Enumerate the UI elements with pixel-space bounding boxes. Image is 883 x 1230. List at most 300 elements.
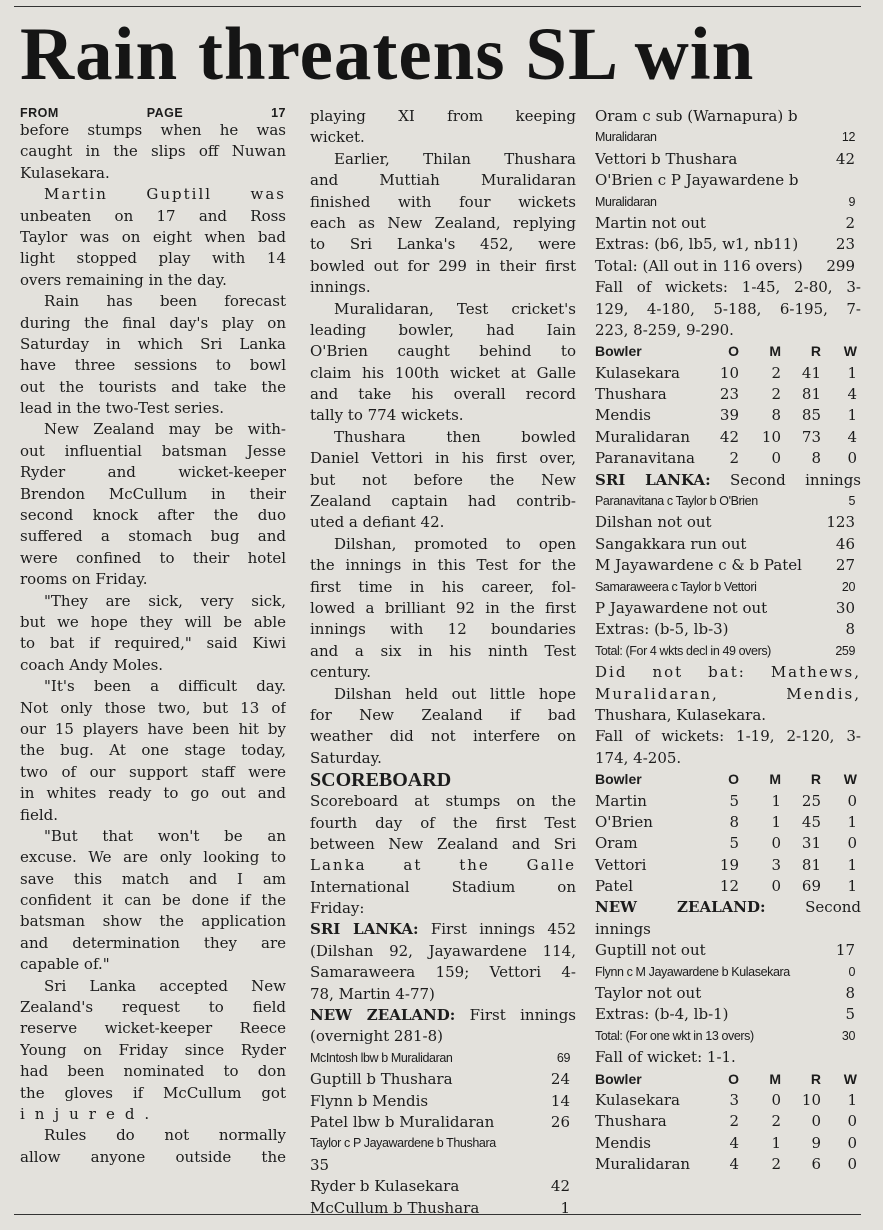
article-line: the gloves if McCullum got — [20, 1083, 286, 1102]
article-line: Dilshan held out little hope — [334, 684, 576, 703]
article-line: rooms on Friday. — [20, 570, 148, 589]
figure-cell: 8 — [729, 812, 739, 831]
article-line: "It's been a difficult day. — [44, 677, 286, 696]
bowling-row — [595, 1133, 861, 1154]
figure-cell: 1 — [771, 791, 781, 810]
article-line: uted a defiant 42. — [310, 513, 445, 532]
article-line: Taylor was on eight when bad — [20, 227, 286, 246]
article-line: were confined to their hotel — [20, 548, 286, 567]
article-line: each as New Zealand, replying — [310, 213, 576, 232]
article-line: tally to 774 wickets. — [310, 406, 464, 425]
figure-cell: R — [810, 1070, 821, 1087]
entry-text: P Jayawardene not out — [595, 598, 768, 617]
entry-text: O'Brien c P Jayawardene b — [595, 171, 799, 190]
batting-row — [595, 170, 861, 191]
entry-text: Oram c sub (Warnapura) b — [595, 107, 798, 125]
nz-first-innings-note: (overnight 281-8) — [310, 1027, 444, 1046]
entry-text: Taylor c P Jayawardene b Thushara — [310, 1136, 496, 1151]
from-page-label: FROM PAGE 17 — [20, 106, 286, 120]
article-line: Sri Lanka accepted New — [44, 976, 286, 995]
scoreboard-heading: SCOREBOARD — [310, 769, 452, 792]
nz-first-innings-line: NEW ZEALAND: First innings — [310, 1006, 576, 1025]
entry-text: Martin not out — [595, 213, 706, 232]
bowling-header-row — [595, 1069, 861, 1090]
article-line: first time in his career, fol- — [310, 577, 576, 596]
figure-cell: 2 — [771, 1112, 781, 1131]
sl-first-innings-line: SRI LANKA: First innings 452 — [310, 920, 576, 939]
article-line: the bug. At one stage today, — [20, 741, 286, 760]
bowler-cell: Vettori — [595, 855, 647, 874]
batting-row — [595, 192, 861, 213]
batting-row — [595, 127, 861, 148]
batting-row — [310, 1069, 576, 1090]
figure-cell: 12 — [719, 877, 739, 896]
batting-row — [595, 534, 861, 555]
batting-row — [595, 106, 861, 127]
did-not-bat-line: Thushara, Kulasekara. — [595, 705, 767, 724]
figure-cell: 1 — [847, 406, 857, 425]
figure-cell: 5 — [729, 791, 739, 810]
figure-cell: 1 — [847, 877, 857, 896]
article-line: coach Andy Moles. — [20, 655, 164, 674]
batting-row — [595, 940, 861, 961]
bowler-cell: Oram — [595, 834, 638, 853]
article-line: suffered a stomach bug and — [20, 527, 286, 546]
batting-row — [595, 491, 861, 512]
entry-value: 14 — [550, 1091, 570, 1110]
entry-value: 17 — [835, 941, 855, 960]
team-label: SRI LANKA: — [595, 470, 711, 489]
entry-value: 0 — [848, 964, 855, 979]
bowler-cell: Bowler — [595, 343, 642, 360]
sl-first-innings-detail: Samaraweera 159; Vettori 4- — [310, 963, 576, 982]
figure-cell: 8 — [811, 449, 821, 468]
article-line: century. — [310, 663, 372, 682]
entry-text: Muralidaran — [595, 194, 657, 209]
figure-cell: 73 — [801, 427, 821, 446]
figure-cell: 1 — [847, 1090, 857, 1109]
bowler-cell: Muralidaran — [595, 1155, 691, 1174]
figure-cell: 0 — [771, 877, 781, 896]
article-line: Thushara then bowled — [334, 427, 576, 446]
entry-value: 23 — [835, 235, 855, 254]
article-line: second knock after the duo — [20, 506, 286, 525]
figure-cell: 0 — [771, 834, 781, 853]
figure-cell: 10 — [719, 363, 739, 382]
bowler-cell: Bowler — [595, 771, 642, 788]
bowler-cell: Kulasekara — [595, 1090, 680, 1109]
figure-cell: 31 — [801, 834, 821, 853]
article-line: "But that won't be an — [44, 826, 286, 845]
figure-cell: 1 — [847, 363, 857, 382]
article-line: to Sri Lanka's 452, were — [310, 235, 576, 254]
batting-row — [595, 619, 861, 640]
batting-row — [595, 577, 861, 598]
article-line: Dilshan, promoted to open — [334, 534, 576, 553]
batting-row — [595, 555, 861, 576]
entry-value: 1 — [560, 1198, 570, 1217]
article-line: Young on Friday since Ryder — [20, 1040, 286, 1059]
figure-cell: 81 — [801, 385, 821, 404]
entry-value: 5 — [848, 494, 855, 509]
scoreboard-intro-line: International Stadium on — [310, 877, 576, 896]
article-line: Zealand captain had contrib- — [310, 492, 576, 511]
sl-first-innings-detail: 78, Martin 4-77) — [310, 984, 435, 1003]
article-line: O'Brien caught behind to — [310, 342, 576, 361]
figure-cell: 4 — [847, 427, 857, 446]
figure-cell: O — [728, 1070, 739, 1087]
entry-text: McCullum b Thushara — [310, 1198, 480, 1217]
batting-row — [595, 256, 861, 277]
figure-cell: 81 — [801, 855, 821, 874]
article-line: capable of." — [20, 955, 110, 974]
article-line: Rules do not normally — [44, 1126, 286, 1145]
batting-row — [595, 213, 861, 234]
entry-value: 259 — [835, 643, 855, 658]
bowling-row — [595, 405, 861, 426]
article-line: injured. — [20, 1104, 160, 1123]
figure-cell: 1 — [771, 812, 781, 831]
article-line: have three sessions to bowl — [20, 356, 286, 375]
entry-value: 9 — [848, 194, 855, 209]
scoreboard-intro-line: Scoreboard at stumps on the — [310, 792, 576, 811]
figure-cell: 45 — [801, 812, 821, 831]
entry-text: Extras: (b-5, lb-3) — [595, 620, 729, 639]
entry-value: 299 — [826, 256, 855, 275]
batting-row — [595, 1026, 861, 1047]
article-line: light stopped play with 14 — [20, 249, 286, 268]
article-line: overs remaining in the day. — [20, 270, 227, 289]
bowler-cell: Thushara — [595, 1112, 667, 1131]
figure-cell: M — [769, 343, 781, 360]
figure-cell: 2 — [771, 1155, 781, 1174]
bowling-row — [595, 1090, 861, 1111]
article-line: "They are sick, very sick, — [44, 591, 286, 610]
figure-cell: 2 — [771, 363, 781, 382]
figure-cell: M — [769, 771, 781, 788]
entry-value: 26 — [550, 1112, 570, 1131]
article-line: and take his overall record — [310, 385, 576, 404]
article-line: had been nominated to don — [20, 1062, 286, 1081]
bowler-cell: Patel — [595, 877, 634, 896]
fall-of-wickets-line: 223, 8-259, 9-290. — [595, 320, 734, 339]
entry-text: Muralidaran — [595, 130, 657, 145]
batting-row — [595, 641, 861, 662]
entry-text: Sangakkara run out — [595, 534, 747, 553]
entry-text: Flynn b Mendis — [310, 1091, 429, 1110]
entry-value: 12 — [841, 130, 855, 145]
article-line: Not only those two, but 13 of — [20, 698, 286, 717]
entry-value: 46 — [835, 534, 855, 553]
bowler-cell: Muralidaran — [595, 427, 691, 446]
scoreboard-column — [595, 106, 861, 1176]
bowling-row — [595, 1154, 861, 1175]
figure-cell: 0 — [847, 449, 857, 468]
entry-text: Vettori b Thushara — [595, 149, 738, 168]
entry-text: Guptill b Thushara — [310, 1070, 453, 1089]
article-line: finished with four wickets — [310, 192, 576, 211]
sl-first-innings-detail: (Dilshan 92, Jayawardene 114, — [310, 941, 576, 960]
entry-text: Patel lbw b Muralidaran — [310, 1112, 495, 1131]
article-line: for New Zealand if bad — [310, 705, 576, 724]
figure-cell: M — [769, 1070, 781, 1087]
article-line: and determination they are — [20, 933, 286, 952]
bowling-row — [595, 791, 861, 812]
figure-cell: 0 — [771, 1090, 781, 1109]
entry-value: 30 — [841, 1028, 855, 1043]
article-line: save this match and I am — [20, 869, 286, 888]
article-line: claim his 100th wicket at Galle — [310, 363, 576, 382]
figure-cell: R — [810, 771, 821, 788]
figure-cell: W — [843, 343, 857, 360]
batting-row — [310, 1091, 576, 1112]
bowling-row — [595, 448, 861, 469]
bowler-cell: Mendis — [595, 406, 651, 425]
entry-text: Total: (For one wkt in 13 overs) — [595, 1028, 754, 1043]
article-line: before stumps when he was — [20, 121, 286, 139]
entry-text: Ryder b Kulasekara — [310, 1177, 460, 1196]
article-line: Saturday in which Sri Lanka — [20, 334, 286, 353]
team-label: NEW ZEALAND: — [595, 898, 766, 917]
article-line: the innings in this Test for the — [310, 556, 576, 575]
article-line: and a six in his ninth Test — [310, 641, 576, 660]
figure-cell: W — [843, 1070, 857, 1087]
entry-text: Taylor not out — [595, 984, 702, 1003]
bowler-cell: Thushara — [595, 385, 667, 404]
article-line: reserve wicket-keeper Reece — [20, 1019, 286, 1038]
entry-text: Samaraweera c Taylor b Vettori — [595, 579, 757, 594]
batting-row — [595, 512, 861, 533]
batting-row — [595, 149, 861, 170]
bowling-row — [595, 427, 861, 448]
nz-second-innings-line: NEW ZEALAND: Second — [595, 898, 861, 917]
scoreboard-intro-line: between New Zealand and Sri — [310, 834, 576, 853]
article-line: batsman show the application — [20, 912, 286, 931]
scoreboard-intro-line: fourth day of the first Test — [310, 813, 576, 832]
figure-cell: 4 — [729, 1155, 739, 1174]
article-line: but we hope they will be able — [20, 612, 286, 631]
figure-cell: 1 — [847, 812, 857, 831]
figure-cell: O — [728, 343, 739, 360]
article-line: caught in the slips off Nuwan — [20, 142, 286, 161]
bottom-rule — [14, 1214, 861, 1215]
batting-row — [310, 1155, 576, 1176]
article-line: lowed a brilliant 92 in the first — [310, 598, 576, 617]
figure-cell: 23 — [719, 385, 739, 404]
batting-row — [310, 1112, 576, 1133]
figure-cell: O — [728, 771, 739, 788]
figure-cell: 25 — [801, 791, 821, 810]
top-rule — [14, 6, 861, 7]
article-line: Ryder and wicket-keeper — [20, 463, 286, 482]
article-line: Muralidaran, Test cricket's — [334, 299, 576, 318]
scoreboard-intro-line: Friday: — [310, 899, 365, 918]
entry-value: 24 — [550, 1070, 570, 1089]
article-line: field. — [20, 805, 59, 824]
batting-row — [310, 1133, 576, 1154]
article-line: excuse. We are only looking to — [20, 848, 286, 867]
article-line: innings. — [310, 278, 371, 297]
figure-cell: 6 — [811, 1155, 821, 1174]
did-not-bat-line: Did not bat: Mathews, — [595, 663, 861, 682]
article-line: but not before the New — [310, 470, 576, 489]
entry-text: Extras: (b-4, lb-1) — [595, 1005, 729, 1024]
article-line: our 15 players have been hit by — [20, 719, 286, 738]
entry-text: Dilshan not out — [595, 513, 712, 532]
article-line: bowled out for 299 in their first — [310, 256, 576, 275]
figure-cell: 42 — [719, 427, 739, 446]
entry-text: Total: (For 4 wkts decl in 49 overs) — [595, 643, 771, 658]
article-line: in whites ready to go out and — [20, 784, 286, 803]
entry-value: 2 — [845, 213, 855, 232]
bowler-cell: Martin — [595, 791, 647, 810]
article-line: two of our support staff were — [20, 762, 286, 781]
entry-text: Flynn c M Jayawardene b Kulasekara — [595, 964, 790, 979]
bowling-row — [595, 855, 861, 876]
article-line: Earlier, Thilan Thushara — [334, 149, 576, 168]
entry-value: 8 — [845, 620, 855, 639]
figure-cell: 3 — [729, 1090, 739, 1109]
figure-cell: W — [843, 771, 857, 788]
fall-of-wickets-line: 129, 4-180, 5-188, 6-195, 7- — [595, 299, 861, 318]
nz-second-fall-of-wicket: Fall of wicket: 1-1. — [595, 1048, 736, 1067]
figure-cell: 85 — [801, 406, 821, 425]
figure-cell: 41 — [801, 363, 821, 382]
article-line: Rain has been forecast — [44, 292, 286, 311]
article-line: during the final day's play on — [20, 313, 286, 332]
headline: Rain threatens SL win — [20, 13, 755, 96]
figure-cell: 0 — [847, 1133, 857, 1152]
article-line: New Zealand may be with- — [44, 420, 286, 439]
article-column-2 — [310, 106, 576, 1219]
figure-cell: 10 — [801, 1090, 821, 1109]
batting-row — [595, 983, 861, 1004]
bowling-row — [595, 1111, 861, 1132]
figure-cell: 69 — [801, 877, 821, 896]
figure-cell: R — [810, 343, 821, 360]
entry-text: Total: (All out in 116 overs) — [595, 256, 803, 275]
bowler-cell: Mendis — [595, 1133, 651, 1152]
entry-text: McIntosh lbw b Muralidaran — [310, 1050, 453, 1065]
entry-value: 20 — [841, 579, 855, 594]
batting-row — [595, 1004, 861, 1025]
article-line: Zealand's request to field — [20, 998, 286, 1017]
figure-cell: 0 — [847, 791, 857, 810]
entry-text: Guptill not out — [595, 941, 706, 960]
entry-value: 27 — [835, 556, 855, 575]
figure-cell: 19 — [719, 855, 739, 874]
figure-cell: 8 — [771, 406, 781, 425]
article-line: Kulasekara. — [20, 163, 110, 182]
fall-of-wickets-line: Fall of wickets: 1-45, 2-80, 3- — [595, 278, 861, 297]
figure-cell: 1 — [847, 855, 857, 874]
team-label: NEW ZEALAND: — [310, 1006, 456, 1025]
figure-cell: 1 — [771, 1133, 781, 1152]
figure-cell: 0 — [771, 449, 781, 468]
bowler-cell: Paranavitana — [595, 449, 695, 468]
figure-cell: 5 — [729, 834, 739, 853]
figure-cell: 0 — [847, 834, 857, 853]
article-line: unbeaten on 17 and Ross — [20, 206, 286, 225]
figure-cell: 2 — [729, 1112, 739, 1131]
article-line: leading bowler, had Iain — [310, 320, 576, 339]
entry-value: 123 — [826, 513, 855, 532]
article-line: lead in the two-Test series. — [20, 399, 225, 418]
entry-text: Paranavitana c Taylor b O'Brien — [595, 494, 758, 509]
bowling-row — [595, 833, 861, 854]
entry-value: 8 — [845, 984, 855, 1003]
entry-value: 30 — [835, 598, 855, 617]
figure-cell: 4 — [729, 1133, 739, 1152]
nz-second-innings-word: innings — [595, 919, 651, 938]
bowling-row — [595, 876, 861, 897]
article-line: out influential batsman Jesse — [20, 441, 286, 460]
article-line: playing XI from keeping — [310, 107, 576, 125]
article-line: innings with 12 boundaries — [310, 620, 576, 639]
batting-row — [595, 962, 861, 983]
figure-cell: 3 — [771, 855, 781, 874]
figure-cell: 2 — [771, 385, 781, 404]
figure-cell: 0 — [811, 1112, 821, 1131]
figure-cell: 39 — [719, 406, 739, 425]
scoreboard-intro-line: Lanka at the Galle — [310, 856, 576, 875]
batting-row — [595, 598, 861, 619]
entry-value: 42 — [835, 149, 855, 168]
article-line: out the tourists and take the — [20, 377, 286, 396]
bowler-cell: Kulasekara — [595, 363, 680, 382]
entry-value: 69 — [556, 1050, 570, 1065]
batting-row — [595, 234, 861, 255]
batting-row — [310, 1198, 576, 1219]
figure-cell: 2 — [729, 449, 739, 468]
article-line: Brendon McCullum in their — [20, 484, 286, 503]
figure-cell: 10 — [761, 427, 781, 446]
article-line: Saturday. — [310, 748, 382, 767]
article-line: allow anyone outside the — [20, 1147, 286, 1166]
article-line: wicket. — [310, 128, 365, 147]
figure-cell: 4 — [847, 385, 857, 404]
figure-cell: 0 — [847, 1155, 857, 1174]
did-not-bat-line: Muralidaran, Mendis, — [595, 684, 861, 703]
bowling-header-row — [595, 769, 861, 790]
article-line: and Muttiah Muralidaran — [310, 171, 576, 190]
article-line: confident it can be done if the — [20, 891, 286, 910]
sl-second-innings-line: SRI LANKA: Second innings — [595, 470, 861, 489]
bowler-cell: Bowler — [595, 1070, 642, 1087]
figure-cell: 9 — [811, 1133, 821, 1152]
article-column-1 — [20, 106, 286, 1168]
team-label: SRI LANKA: — [310, 920, 419, 939]
bowling-header-row — [595, 341, 861, 362]
figure-cell: 0 — [847, 1112, 857, 1131]
article-line: to bat if required," said Kiwi — [20, 634, 286, 653]
bowling-row — [595, 812, 861, 833]
entry-value: 5 — [845, 1005, 855, 1024]
fall-of-wickets-line: 174, 4-205. — [595, 748, 682, 767]
article-line: Daniel Vettori in his first over, — [310, 449, 576, 468]
bowling-row — [595, 363, 861, 384]
entry-text: Extras: (b6, lb5, w1, nb11) — [595, 235, 799, 254]
entry-text: M Jayawardene c & b Patel — [595, 556, 802, 575]
bowler-cell: O'Brien — [595, 812, 653, 831]
entry-text: 35 — [310, 1155, 330, 1174]
fall-of-wickets-line: Fall of wickets: 1-19, 2-120, 3- — [595, 727, 861, 746]
article-line: Martin Guptill was — [44, 185, 286, 204]
article-line: weather did not interfere on — [310, 727, 576, 746]
entry-value: 42 — [550, 1177, 570, 1196]
batting-row — [310, 1176, 576, 1197]
batting-row — [310, 1048, 576, 1069]
